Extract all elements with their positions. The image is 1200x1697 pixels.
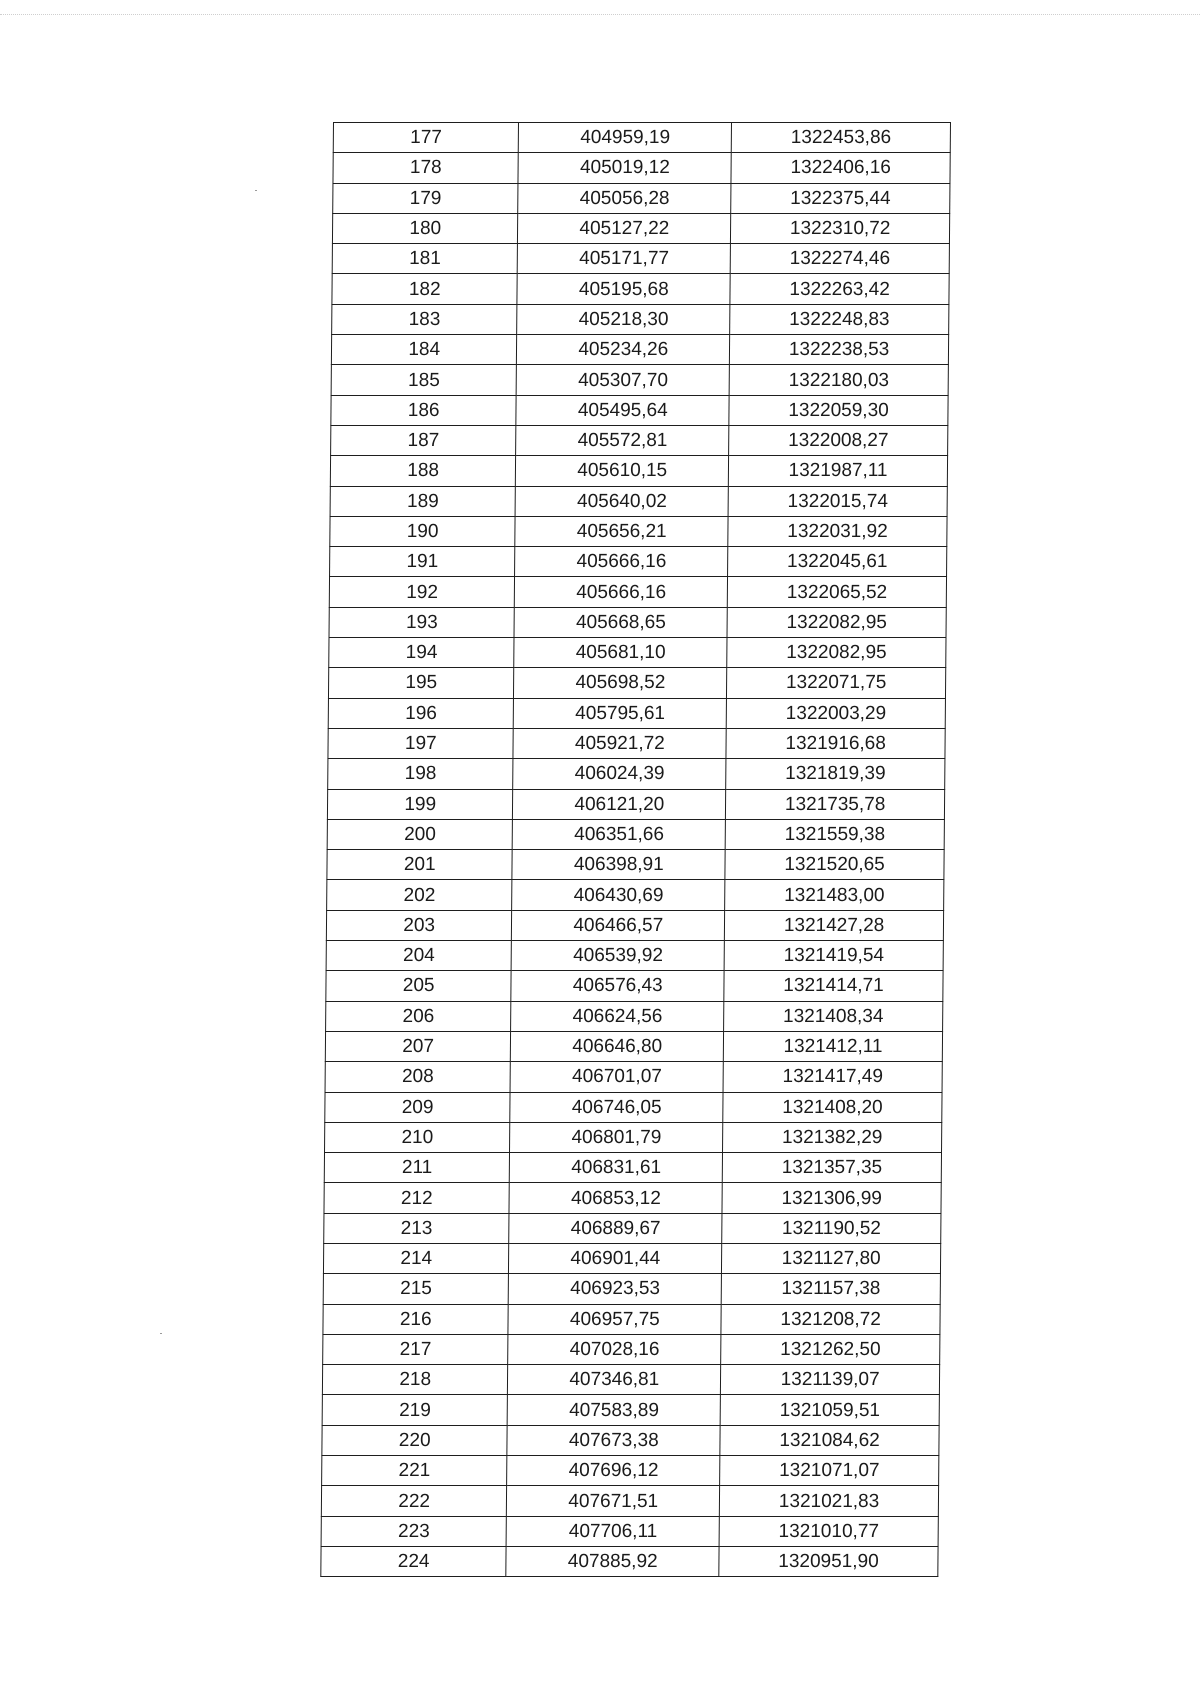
table-row <box>332 244 949 274</box>
point-number-cell: 221 <box>322 1456 508 1486</box>
x-coordinate-cell: 406853,12 <box>509 1183 722 1213</box>
table-row <box>325 1122 942 1152</box>
point-number-cell: 211 <box>324 1153 510 1183</box>
y-coordinate-cell: 1322375,44 <box>731 183 950 213</box>
scan-speck <box>255 190 257 191</box>
table-row <box>333 153 950 183</box>
table-row <box>326 910 943 940</box>
y-coordinate-cell: 1321419,54 <box>724 941 943 971</box>
table-row <box>328 698 945 728</box>
table-row <box>328 728 945 758</box>
point-number-cell: 218 <box>322 1365 508 1395</box>
x-coordinate-cell: 405698,52 <box>514 668 727 698</box>
y-coordinate-cell: 1321382,29 <box>723 1122 942 1152</box>
table-row <box>330 486 947 516</box>
point-number-cell: 187 <box>331 425 517 455</box>
point-number-cell: 217 <box>323 1334 509 1364</box>
y-coordinate-cell: 1321417,49 <box>723 1062 942 1092</box>
table-row <box>322 1425 939 1455</box>
y-coordinate-cell: 1321735,78 <box>726 789 945 819</box>
x-coordinate-cell: 406646,80 <box>511 1031 724 1061</box>
point-number-cell: 190 <box>330 516 516 546</box>
y-coordinate-cell: 1321408,20 <box>723 1092 942 1122</box>
point-number-cell: 182 <box>332 274 518 304</box>
y-coordinate-cell: 1322248,83 <box>730 304 949 334</box>
y-coordinate-cell: 1321483,00 <box>725 880 944 910</box>
y-coordinate-cell: 1321021,83 <box>720 1486 939 1516</box>
table-row <box>330 516 947 546</box>
table-row <box>332 213 949 243</box>
y-coordinate-cell: 1320951,90 <box>719 1546 938 1576</box>
point-number-cell: 210 <box>325 1122 511 1152</box>
table-row <box>332 304 949 334</box>
scan-top-edge <box>0 14 1200 15</box>
x-coordinate-cell: 404959,19 <box>519 123 732 153</box>
point-number-cell: 223 <box>321 1516 507 1546</box>
table-row <box>330 547 947 577</box>
x-coordinate-cell: 406889,67 <box>509 1213 722 1243</box>
y-coordinate-cell: 1321262,50 <box>721 1334 940 1364</box>
table-row <box>330 456 947 486</box>
x-coordinate-cell: 405656,21 <box>515 516 728 546</box>
x-coordinate-cell: 406701,07 <box>510 1062 723 1092</box>
point-number-cell: 178 <box>333 153 519 183</box>
point-number-cell: 195 <box>328 668 514 698</box>
y-coordinate-cell: 1322008,27 <box>729 425 948 455</box>
x-coordinate-cell: 406121,20 <box>513 789 726 819</box>
coordinates-table <box>320 122 951 1577</box>
y-coordinate-cell: 1322003,29 <box>726 698 945 728</box>
point-number-cell: 189 <box>330 486 516 516</box>
y-coordinate-cell: 1321414,71 <box>724 971 943 1001</box>
y-coordinate-cell: 1321408,34 <box>724 1001 943 1031</box>
table-row <box>326 971 943 1001</box>
table-row <box>322 1395 939 1425</box>
x-coordinate-cell: 407028,16 <box>508 1334 721 1364</box>
point-number-cell: 177 <box>333 123 519 153</box>
table-row <box>327 880 944 910</box>
point-number-cell: 179 <box>333 183 519 213</box>
table-row <box>329 607 946 637</box>
x-coordinate-cell: 406576,43 <box>511 971 724 1001</box>
y-coordinate-cell: 1321819,39 <box>726 759 945 789</box>
y-coordinate-cell: 1321084,62 <box>720 1425 939 1455</box>
x-coordinate-cell: 405640,02 <box>515 486 728 516</box>
x-coordinate-cell: 405572,81 <box>516 425 729 455</box>
table-row <box>324 1183 941 1213</box>
table-row <box>331 335 948 365</box>
y-coordinate-cell: 1322015,74 <box>728 486 947 516</box>
x-coordinate-cell: 406746,05 <box>510 1092 723 1122</box>
table-row <box>325 1062 942 1092</box>
y-coordinate-cell: 1321520,65 <box>725 850 944 880</box>
y-coordinate-cell: 1322065,52 <box>727 577 946 607</box>
point-number-cell: 203 <box>326 910 512 940</box>
point-number-cell: 197 <box>328 728 514 758</box>
x-coordinate-cell: 405681,10 <box>514 638 727 668</box>
x-coordinate-cell: 406624,56 <box>511 1001 724 1031</box>
point-number-cell: 196 <box>328 698 514 728</box>
table-row <box>321 1516 938 1546</box>
x-coordinate-cell: 405668,65 <box>514 607 727 637</box>
x-coordinate-cell: 406901,44 <box>509 1243 722 1273</box>
y-coordinate-cell: 1321127,80 <box>722 1243 941 1273</box>
x-coordinate-cell: 406351,66 <box>513 819 726 849</box>
point-number-cell: 220 <box>322 1425 508 1455</box>
point-number-cell: 202 <box>327 880 513 910</box>
y-coordinate-cell: 1321427,28 <box>725 910 944 940</box>
point-number-cell: 219 <box>322 1395 508 1425</box>
point-number-cell: 198 <box>328 759 514 789</box>
point-number-cell: 185 <box>331 365 517 395</box>
x-coordinate-cell: 407696,12 <box>507 1456 720 1486</box>
x-coordinate-cell: 405666,16 <box>515 547 728 577</box>
x-coordinate-cell: 407671,51 <box>507 1486 720 1516</box>
x-coordinate-cell: 406801,79 <box>510 1122 723 1152</box>
x-coordinate-cell: 406466,57 <box>512 910 725 940</box>
x-coordinate-cell: 405056,28 <box>518 183 731 213</box>
point-number-cell: 194 <box>329 638 515 668</box>
table-row <box>331 395 948 425</box>
x-coordinate-cell: 405195,68 <box>517 274 730 304</box>
x-coordinate-cell: 405495,64 <box>516 395 729 425</box>
table-row <box>324 1213 941 1243</box>
y-coordinate-cell: 1321208,72 <box>721 1304 940 1334</box>
y-coordinate-cell: 1321357,35 <box>722 1153 941 1183</box>
coordinates-table-body <box>321 123 951 1577</box>
table-row <box>323 1243 940 1273</box>
point-number-cell: 207 <box>325 1031 511 1061</box>
point-number-cell: 216 <box>323 1304 509 1334</box>
x-coordinate-cell: 405666,16 <box>515 577 728 607</box>
table-row <box>329 577 946 607</box>
x-coordinate-cell: 405795,61 <box>514 698 727 728</box>
y-coordinate-cell: 1321190,52 <box>722 1213 941 1243</box>
y-coordinate-cell: 1321157,38 <box>721 1274 940 1304</box>
table-row <box>321 1546 938 1576</box>
table-row <box>331 365 948 395</box>
point-number-cell: 181 <box>332 244 518 274</box>
table-row <box>333 183 950 213</box>
point-number-cell: 191 <box>330 547 516 577</box>
point-number-cell: 180 <box>332 213 518 243</box>
y-coordinate-cell: 1322263,42 <box>730 274 949 304</box>
point-number-cell: 208 <box>325 1062 511 1092</box>
x-coordinate-cell: 406957,75 <box>508 1304 721 1334</box>
y-coordinate-cell: 1321559,38 <box>725 819 944 849</box>
table-row <box>326 941 943 971</box>
point-number-cell: 186 <box>331 395 517 425</box>
x-coordinate-cell: 405234,26 <box>517 335 730 365</box>
y-coordinate-cell: 1322406,16 <box>731 153 950 183</box>
y-coordinate-cell: 1322082,95 <box>727 607 946 637</box>
point-number-cell: 200 <box>327 819 513 849</box>
table-row <box>325 1092 942 1122</box>
point-number-cell: 183 <box>332 304 518 334</box>
y-coordinate-cell: 1322274,46 <box>730 244 949 274</box>
y-coordinate-cell: 1321916,68 <box>726 728 945 758</box>
scan-speck <box>160 1333 162 1334</box>
x-coordinate-cell: 405307,70 <box>517 365 730 395</box>
table-row <box>327 789 944 819</box>
point-number-cell: 206 <box>326 1001 512 1031</box>
point-number-cell: 184 <box>331 335 517 365</box>
y-coordinate-cell: 1321139,07 <box>721 1365 940 1395</box>
table-row <box>326 1001 943 1031</box>
y-coordinate-cell: 1321059,51 <box>720 1395 939 1425</box>
x-coordinate-cell: 405127,22 <box>518 213 731 243</box>
y-coordinate-cell: 1322238,53 <box>730 335 949 365</box>
x-coordinate-cell: 407673,38 <box>507 1425 720 1455</box>
table-row <box>328 668 945 698</box>
table-row <box>321 1486 938 1516</box>
x-coordinate-cell: 407583,89 <box>508 1395 721 1425</box>
y-coordinate-cell: 1322031,92 <box>728 516 947 546</box>
point-number-cell: 215 <box>323 1274 509 1304</box>
point-number-cell: 199 <box>327 789 513 819</box>
y-coordinate-cell: 1321987,11 <box>729 456 948 486</box>
table-row <box>329 638 946 668</box>
x-coordinate-cell: 407346,81 <box>508 1365 721 1395</box>
y-coordinate-cell: 1322082,95 <box>727 638 946 668</box>
table-row <box>327 850 944 880</box>
y-coordinate-cell: 1321306,99 <box>722 1183 941 1213</box>
point-number-cell: 213 <box>324 1213 510 1243</box>
y-coordinate-cell: 1321412,11 <box>723 1031 942 1061</box>
table-row <box>333 123 950 153</box>
table-row <box>332 274 949 304</box>
table-row <box>323 1304 940 1334</box>
table-row <box>325 1031 942 1061</box>
x-coordinate-cell: 405921,72 <box>513 728 726 758</box>
point-number-cell: 192 <box>329 577 515 607</box>
point-number-cell: 222 <box>321 1486 507 1516</box>
y-coordinate-cell: 1322071,75 <box>727 668 946 698</box>
x-coordinate-cell: 406398,91 <box>512 850 725 880</box>
table-row <box>327 819 944 849</box>
point-number-cell: 205 <box>326 971 512 1001</box>
table-row <box>322 1365 939 1395</box>
point-number-cell: 214 <box>323 1243 509 1273</box>
y-coordinate-cell: 1322453,86 <box>731 123 950 153</box>
y-coordinate-cell: 1322310,72 <box>731 213 950 243</box>
table-row <box>328 759 945 789</box>
point-number-cell: 193 <box>329 607 515 637</box>
x-coordinate-cell: 406430,69 <box>512 880 725 910</box>
x-coordinate-cell: 406831,61 <box>510 1153 723 1183</box>
x-coordinate-cell: 405171,77 <box>518 244 731 274</box>
x-coordinate-cell: 406539,92 <box>512 941 725 971</box>
x-coordinate-cell: 407885,92 <box>506 1546 719 1576</box>
table-row <box>323 1274 940 1304</box>
x-coordinate-cell: 405610,15 <box>516 456 729 486</box>
point-number-cell: 212 <box>324 1183 510 1213</box>
point-number-cell: 188 <box>330 456 516 486</box>
point-number-cell: 201 <box>327 850 513 880</box>
table-row <box>323 1334 940 1364</box>
table-row <box>324 1153 941 1183</box>
y-coordinate-cell: 1322045,61 <box>728 547 947 577</box>
y-coordinate-cell: 1322180,03 <box>729 365 948 395</box>
x-coordinate-cell: 407706,11 <box>507 1516 720 1546</box>
x-coordinate-cell: 406024,39 <box>513 759 726 789</box>
point-number-cell: 209 <box>325 1092 511 1122</box>
table-row <box>322 1456 939 1486</box>
point-number-cell: 224 <box>321 1546 507 1576</box>
table-row <box>331 425 948 455</box>
x-coordinate-cell: 406923,53 <box>509 1274 722 1304</box>
y-coordinate-cell: 1321071,07 <box>720 1456 939 1486</box>
point-number-cell: 204 <box>326 941 512 971</box>
x-coordinate-cell: 405019,12 <box>518 153 731 183</box>
y-coordinate-cell: 1322059,30 <box>729 395 948 425</box>
x-coordinate-cell: 405218,30 <box>517 304 730 334</box>
y-coordinate-cell: 1321010,77 <box>719 1516 938 1546</box>
